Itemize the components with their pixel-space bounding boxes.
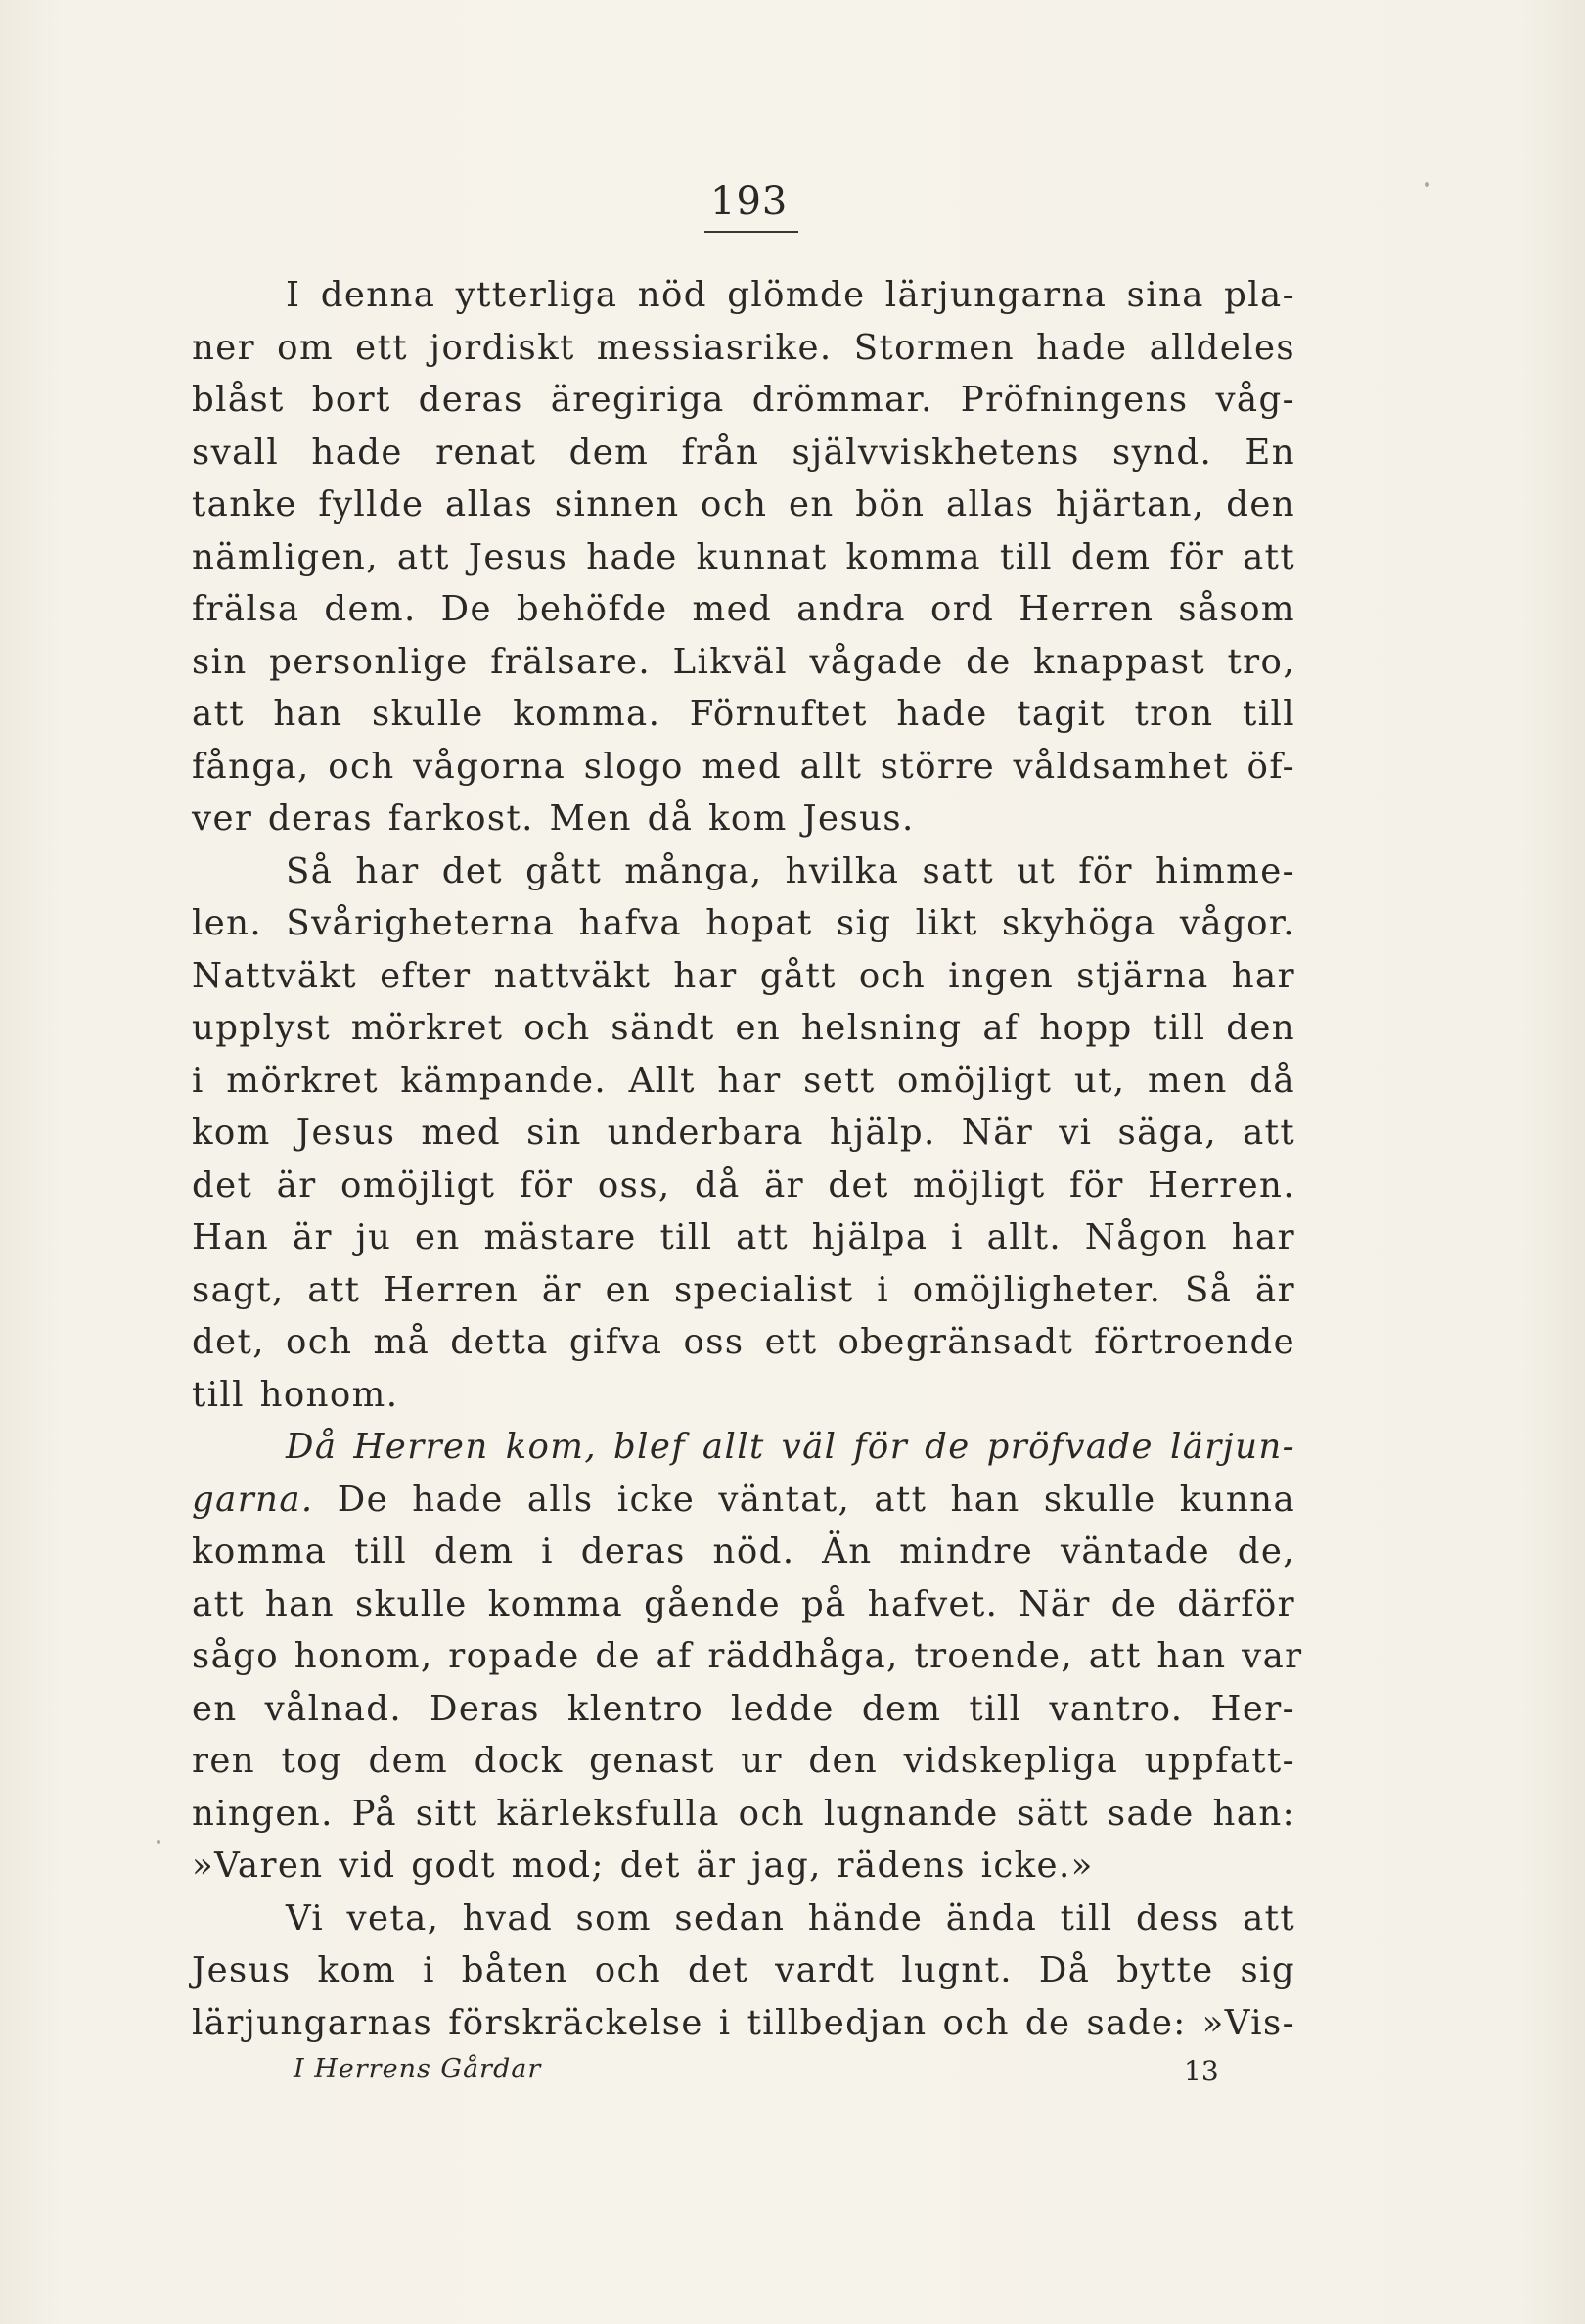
paragraph-2 (192, 845, 1295, 1422)
text-line: komma till dem i deras nöd. Än mindre väntade de, (192, 1531, 1295, 1572)
text-line: ver deras farkost. Men då kom Jesus. (192, 798, 915, 839)
text-line: Så har det gått många, hvilka satt ut för himme- (286, 850, 1295, 891)
page-number: 193 (710, 179, 789, 224)
text-line: Vi veta, hvad som sedan hände ända till dess att (286, 1897, 1295, 1938)
text-line: nämligen, att Jesus hade kunnat komma till dem för att (192, 536, 1295, 577)
paragraph-4 (192, 1892, 1295, 2050)
text-segment: De hade alls icke väntat, att han skulle kunna (337, 1479, 1296, 1520)
text-line: fånga, och vågorna slogo med allt större våldsamhet öf- (192, 746, 1295, 787)
text-line: tanke fyllde allas sinnen och en bön allas hjärtan, den (192, 484, 1295, 524)
text-line: sagt, att Herren är en specialist i omöjligheter. Så är (192, 1269, 1295, 1310)
text-line: Nattväkt efter nattväkt har gått och ingen stjärna har (192, 955, 1295, 996)
italic-lead: Då Herren kom, blef allt väl för de pröfvade lärjun- (286, 1427, 1295, 1467)
text-line: len. Svårigheterna hafva hopat sig likt skyhöga vågor. (192, 903, 1295, 943)
text-line: svall hade renat dem från självviskhetens synd. En (192, 432, 1295, 473)
text-line: det, och må detta gifva oss ett obegränsadt förtroende (192, 1322, 1295, 1362)
paragraph-3 (192, 1421, 1303, 1892)
paper-speck (1425, 182, 1429, 187)
text-line: sin personlige frälsare. Likväl vågade de knappast tro, (192, 641, 1295, 682)
body-text (192, 269, 1303, 2049)
text-line: sågo honom, ropade de af räddhåga, troende, att han var (192, 1636, 1303, 1676)
text-line: blåst bort deras äregiriga drömmar. Pröfningens våg- (192, 380, 1295, 420)
footer-book-title: I Herrens Gårdar (294, 2054, 542, 2084)
text-line: I denna ytterliga nöd glömde lärjungarna sina pla- (286, 275, 1295, 315)
page-number-underline (704, 231, 798, 233)
text-line: att han skulle komma gående på hafvet. När de därför (192, 1583, 1295, 1624)
text-line: att han skulle komma. Förnuftet hade tagit tron till (192, 694, 1295, 734)
text-line: ningen. På sitt kärleksfulla och lugnande sätt sade han: (192, 1793, 1295, 1834)
text-line: Jesus kom i båten och det vardt lugnt. Då bytte sig (192, 1950, 1295, 1990)
page-footer (0, 2050, 1585, 2099)
italic-lead-continued: garna. (192, 1479, 314, 1520)
text-line: upplyst mörkret och sändt en helsning af hopp till den (192, 1008, 1295, 1048)
text-line (192, 1474, 1295, 1527)
text-line: kom Jesus med sin underbara hjälp. När vi säga, att (192, 1113, 1295, 1153)
text-line: en vålnad. Deras klentro ledde dem till vantro. Her- (192, 1688, 1295, 1729)
text-line: det är omöjligt för oss, då är det möjligt för Herren. (192, 1164, 1295, 1206)
text-line (192, 1421, 1295, 1474)
paper-speck (157, 1840, 160, 1844)
text-line: ren tog dem dock genast ur den vidskepliga uppfatt- (192, 1741, 1295, 1781)
text-line: lärjungarnas förskräckelse i tillbedjan och de sade: »Vis- (192, 2002, 1295, 2043)
text-line: i mörkret kämpande. Allt har sett omöjligt ut, men då (192, 1060, 1295, 1101)
text-line: frälsa dem. De behöfde med andra ord Herren såsom (192, 589, 1295, 629)
paragraph-1 (192, 269, 1295, 845)
text-line: till honom. (192, 1374, 399, 1415)
text-line: »Varen vid godt mod; det är jag, rädens icke.» (192, 1846, 1094, 1886)
text-line: ner om ett jordiskt messiasrike. Stormen hade alldeles (192, 327, 1295, 368)
footer-signature-mark: 13 (1184, 2055, 1219, 2087)
text-line: Han är ju en mästare till att hjälpa i allt. Någon har (192, 1217, 1295, 1257)
